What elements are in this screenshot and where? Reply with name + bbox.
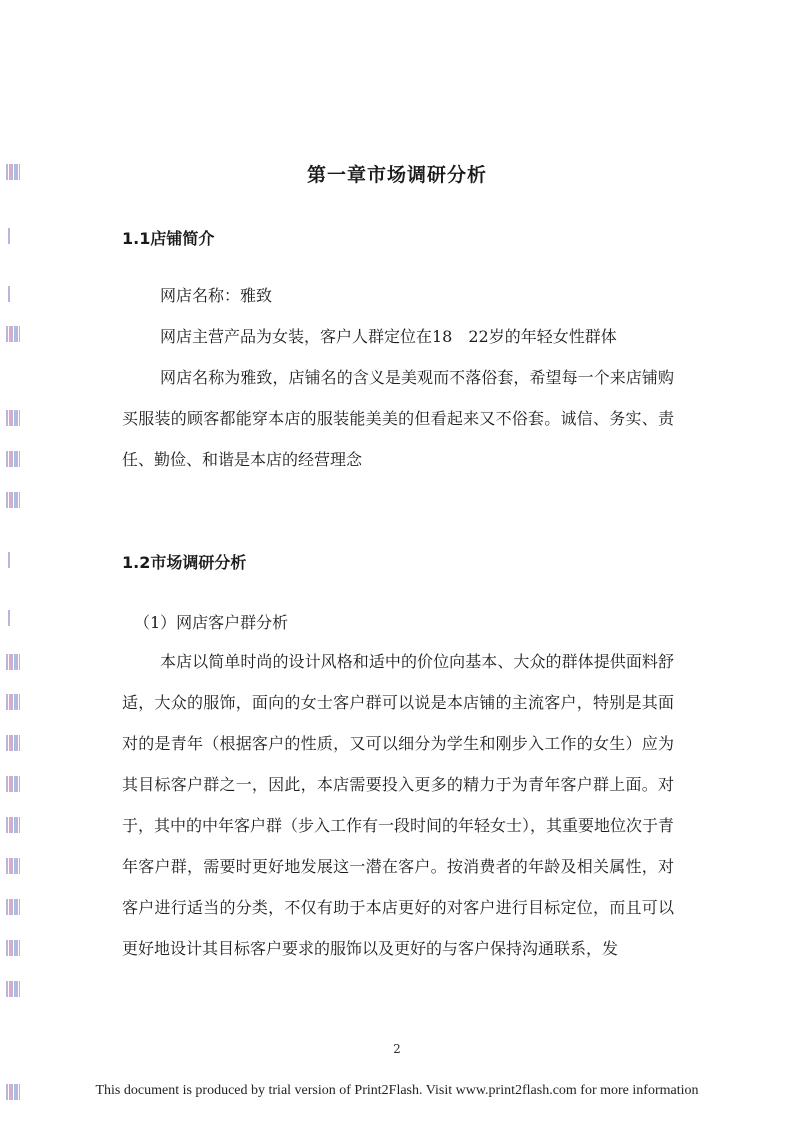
- paragraph: 网店名称为雅致，店铺名的含义是美观而不落俗套，希望每一个来店铺购买服装的顾客都能穿本店的服装能美美的但看起来又不俗套。诚信、务实、责任、勤俭、和谐是本店的经营理念: [122, 368, 674, 469]
- chapter-title: 第一章市场调研分析: [306, 164, 487, 186]
- margin-artifact: [6, 735, 20, 751]
- margin-artifact: [6, 492, 20, 508]
- margin-artifact: [6, 694, 20, 710]
- margin-artifact: [6, 899, 20, 915]
- section-body: [122, 275, 674, 480]
- margin-artifact: [6, 410, 20, 426]
- margin-artifact: [8, 552, 11, 568]
- margin-artifact: [8, 610, 11, 626]
- margin-artifact: [6, 858, 20, 874]
- margin-artifact: [8, 286, 11, 302]
- paragraph: 网店名称：雅致: [160, 286, 273, 305]
- page-number: 2: [393, 1042, 401, 1056]
- subsection-heading: （1）网店客户群分析: [134, 613, 289, 632]
- margin-artifact: [6, 981, 20, 997]
- margin-artifact: [6, 326, 20, 342]
- margin-artifact: [8, 228, 11, 244]
- margin-artifact: [6, 940, 20, 956]
- section-heading: 1.2市场调研分析: [122, 553, 247, 572]
- margin-artifact: [6, 817, 20, 833]
- section-body: [122, 641, 674, 969]
- paragraph: 网店主营产品为女装，客户人群定位在18 22岁的年轻女性群体: [160, 327, 617, 346]
- margin-artifact: [6, 776, 20, 792]
- trial-footer-notice: This document is produced by trial version of Print2Flash. Visit www.print2flash.com for more information: [95, 1083, 699, 1098]
- paragraph: 本店以简单时尚的设计风格和适中的价位向基本、大众的群体提供面料舒适，大众的服饰，面向的女士客户群可以说是本店铺的主流客户，特别是其面对的是青年（根据客户的性质，又可以细分为学生和刚步入工作的女生）应为其目标客户群之一，因此，本店需要投入更多的精力于为青年客户群上面。对于，其中的中年客户群（步入工作有一段时间的年轻女士），其重要地位次于青年客户群，需要时更好地发展这一潜在客户。按消费者的年龄及相关属性，对客户进行适当的分类，不仅有助于本店更好的对客户进行目标定位，而且可以更好地设计其目标客户要求的服饰以及更好的与客户保持沟通联系，发: [122, 652, 675, 958]
- margin-artifact: [6, 451, 20, 467]
- margin-artifact: [6, 654, 20, 670]
- section-heading: 1.1店铺简介: [122, 229, 215, 248]
